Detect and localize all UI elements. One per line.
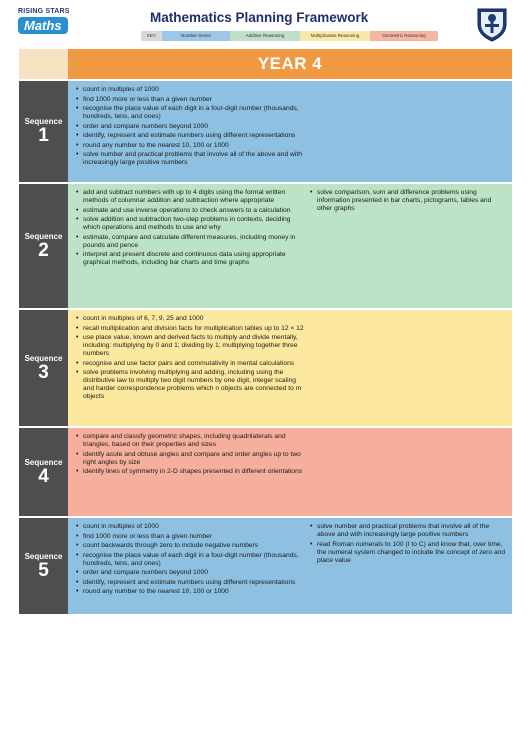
- objective-item: • identify acute and obtuse angles and compare and order angles up to two right angles by size: [76, 451, 308, 467]
- objectives-left: [76, 431, 308, 513]
- sequence-label-box: [19, 518, 68, 614]
- sequence-table: [19, 81, 512, 616]
- sequence-label: Sequence: [24, 551, 63, 561]
- objective-item: • solve problems involving multiplying and adding, including using the distributive law to multiply two digit numbers by one digit, integer scaling and harder correspondence problems which n objects are connected to m objects: [76, 369, 308, 401]
- objective-item: • identify, represent and estimate numbers using different representations: [76, 132, 308, 140]
- sequence-row-4: [19, 428, 512, 516]
- objective-item: • identify, represent and estimate numbers using different representations: [76, 579, 308, 587]
- objective-item: • identify lines of symmetry in 2-D shapes presented in different orientations: [76, 468, 308, 476]
- logo-top-text: RISING STARS: [18, 8, 70, 15]
- objective-item: • recall multiplication and division facts for multiplication tables up to 12 × 12: [76, 325, 308, 333]
- color-key: [141, 31, 438, 41]
- rising-stars-maths-logo: [18, 8, 74, 38]
- school-crest-icon: [475, 6, 509, 42]
- sequence-number: 3: [38, 361, 49, 383]
- objectives-right: [308, 187, 508, 305]
- sequence-number: 2: [38, 239, 49, 261]
- year-title: YEAR 4: [68, 49, 512, 79]
- objective-item: • count backwards through zero to include negative numbers: [76, 542, 308, 550]
- objective-item: • use place value, known and derived facts to multiply and divide mentally, including: multiplying by 0 and 1; dividing by 1; multiplying together three numbers: [76, 334, 308, 358]
- objective-item: • count in multiples of 1000: [76, 523, 308, 531]
- objectives-left: [76, 84, 308, 179]
- key-multiplicative-reasoning: Multiplicative Reasoning: [300, 31, 370, 41]
- objective-item: • order and compare numbers beyond 1000: [76, 123, 308, 131]
- sequence-content: [68, 518, 512, 614]
- sequence-number: 1: [38, 125, 49, 146]
- sequence-row-2: [19, 184, 512, 308]
- sequence-label-box: [19, 81, 68, 182]
- sequence-content: [68, 81, 512, 182]
- objective-item: • read Roman numerals to 100 (I to C) and know that, over time, the numeral system changed to include the concept of zero and place value: [310, 541, 508, 565]
- objective-item: • recognise the place value of each digit in a four-digit number (thousands, hundreds, tens, and ones): [76, 105, 308, 121]
- logo-maths-text: Maths: [18, 17, 68, 34]
- key-additive-reasoning: Additive Reasoning: [230, 31, 300, 41]
- objective-item: • order and compare numbers beyond 1000: [76, 569, 308, 577]
- objective-item: • solve number and practical problems that involve all of the above and with increasingly large positive numbers: [76, 151, 308, 167]
- year-header: [19, 49, 512, 79]
- sequence-label-box: [19, 428, 68, 516]
- objective-item: • compare and classify geometric shapes, including quadrilaterals and triangles, based on their properties and sizes: [76, 433, 308, 449]
- key-number-sense: Number Sense: [162, 31, 230, 41]
- objective-item: • interpret and present discrete and continuous data using appropriate graphical methods, including bar charts and time graphs: [76, 251, 308, 267]
- objective-item: • estimate, compare and calculate different measures, including money in pounds and pence: [76, 234, 308, 250]
- objective-item: • round any number to the nearest 10, 100 or 1000: [76, 588, 308, 596]
- year-header-blank: [19, 49, 68, 79]
- objective-item: • add and subtract numbers with up to 4 digits using the formal written methods of columnar addition and subtraction where appropriate: [76, 189, 308, 205]
- sequence-row-1: [19, 81, 512, 182]
- objectives-right: [308, 521, 508, 611]
- sequence-label-box: [19, 310, 68, 426]
- objective-item: • round any number to the nearest 10, 100 or 1000: [76, 142, 308, 150]
- key-label: KEY: [141, 31, 162, 41]
- objectives-right: [308, 313, 508, 423]
- objective-item: • solve comparison, sum and difference problems using information presented in bar charts, pictograms, tables and other graphs: [310, 189, 508, 213]
- sequence-label: Sequence: [24, 353, 63, 363]
- objectives-right: [308, 84, 508, 179]
- sequence-label: Sequence: [24, 117, 63, 126]
- sequence-number: 5: [38, 559, 49, 581]
- page-title: Mathematics Planning Framework: [150, 10, 369, 25]
- objective-item: • recognise the place value of each digit in a four-digit number (thousands, hundreds, tens, and ones): [76, 552, 308, 568]
- sequence-content: [68, 184, 512, 308]
- sequence-content: [68, 310, 512, 426]
- key-geometric-reasoning: Geometric Reasoning: [370, 31, 438, 41]
- sequence-label-box: [19, 184, 68, 308]
- objective-item: • estimate and use inverse operations to check answers to a calculation: [76, 207, 308, 215]
- objective-item: • find 1000 more or less than a given number: [76, 533, 308, 541]
- objective-item: • find 1000 more or less than a given number: [76, 96, 308, 104]
- sequence-label: Sequence: [24, 231, 63, 241]
- objective-item: • solve number and practical problems that involve all of the above and with increasingly large positive numbers: [310, 523, 508, 539]
- objective-item: • solve addition and subtraction two-step problems in contexts, deciding which operations and methods to use and why: [76, 216, 308, 232]
- objectives-right: [308, 431, 508, 513]
- sequence-row-5: [19, 518, 512, 614]
- sequence-number: 4: [38, 465, 49, 487]
- objective-item: • count in multiples of 1000: [76, 86, 308, 94]
- sequence-label: Sequence: [24, 457, 63, 467]
- objective-item: • count in multiples of 6, 7, 9, 25 and 1000: [76, 315, 308, 323]
- sequence-row-3: [19, 310, 512, 426]
- objective-item: • recognise and use factor pairs and commutativity in mental calculations: [76, 360, 308, 368]
- sequence-content: [68, 428, 512, 516]
- objectives-left: [76, 313, 308, 423]
- objectives-left: [76, 521, 308, 611]
- page-header: [0, 0, 530, 48]
- objectives-left: [76, 187, 308, 305]
